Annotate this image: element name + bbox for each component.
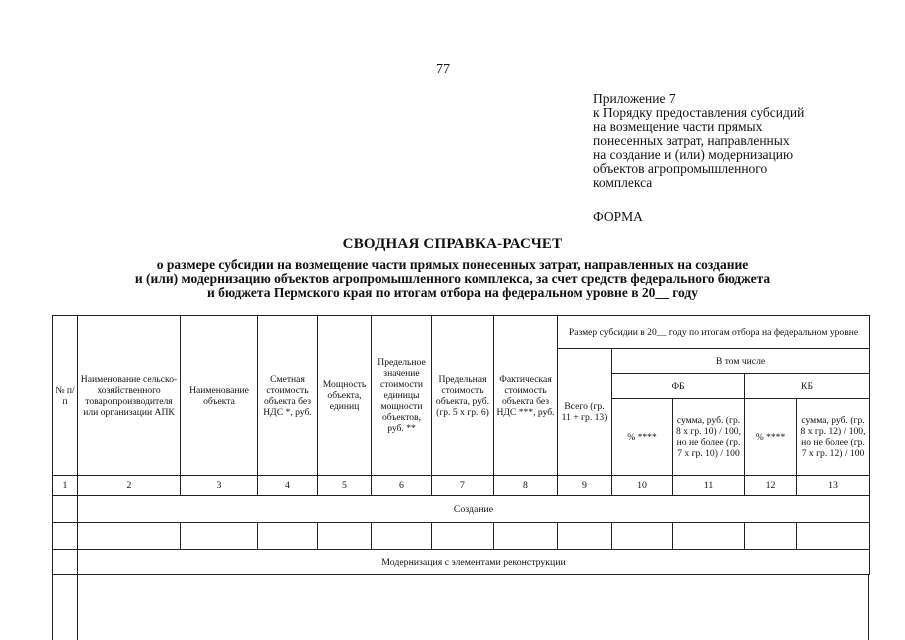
column-number-cell: 9 [558,476,612,496]
table-cell [745,523,797,550]
header-fb-amount: сумма, руб. (гр. 8 x гр. 10) / 100, но не более (гр. 7 x гр. 10) / 100 [673,399,745,476]
header-capacity: Мощность объекта, единиц [318,316,372,476]
header-number: № п/п [53,316,78,476]
column-number-cell: 2 [78,476,181,496]
header-actual-cost: Фактическая стоимость объекта без НДС ***, руб. [494,316,558,476]
section-empty-cell [53,496,78,523]
page-number: 77 [436,62,450,77]
table-cell [673,523,745,550]
header-object-cost-limit: Предельная стоимость объекта, руб. (гр. 5 x гр. 6) [432,316,494,476]
table-continuation-line [77,574,78,640]
table-cell [318,523,372,550]
column-number-cell: 11 [673,476,745,496]
column-number-cell: 13 [797,476,870,496]
calculation-table [52,315,870,575]
table-cell [612,523,673,550]
subtitle-line: и бюджета Пермского края по итогам отбора на федеральном уровне в 20__ году [207,285,698,300]
table-continuation-line [52,574,53,640]
table-cell [494,523,558,550]
section-empty-cell [53,550,78,575]
column-number-cell: 6 [372,476,432,496]
column-number-cell: 12 [745,476,797,496]
header-including: В том числе [612,349,870,374]
header-producer-name: Наименование сельско-хозяйственного товаропроизводителя или организации АПК [78,316,181,476]
section-creation: Создание [78,496,870,523]
appendix-line: к Порядку предоставления субсидий [593,105,805,120]
header-object-name: Наименование объекта [181,316,258,476]
section-modernization: Модернизация с элементами реконструкции [78,550,870,575]
table-cell [78,523,181,550]
appendix-line: комплекса [593,175,653,190]
column-number-cell: 8 [494,476,558,496]
header-fb-percent: % **** [612,399,673,476]
table-continuation-line [868,574,869,640]
header-kb-percent: % **** [745,399,797,476]
appendix-line: на возмещение части прямых [593,119,763,134]
document-title: СВОДНАЯ СПРАВКА-РАСЧЕТ [342,236,563,252]
appendix-line: понесенных затрат, направленных [593,133,790,148]
header-kb-amount: сумма, руб. (гр. 8 x гр. 12) / 100, но не более (гр. 7 x гр. 12) / 100 [797,399,870,476]
subtitle-line: и (или) модернизацию объектов агропромышленного комплекса, за счет средств федерального бюджета [134,271,771,286]
header-total: Всего (гр. 11 + гр. 13) [558,349,612,476]
table-cell [558,523,612,550]
table-cell [258,523,318,550]
column-number-cell: 1 [53,476,78,496]
column-number-cell: 10 [612,476,673,496]
appendix-line: на создание и (или) модернизацию [593,147,794,162]
table-cell [53,523,78,550]
table-cell [432,523,494,550]
header-estimated-cost: Сметная стоимость объекта без НДС *, руб. [258,316,318,476]
appendix-block [593,92,853,190]
subtitle-line: о размере субсидии на возмещение части прямых понесенных затрат, направленных на создание [156,257,749,272]
column-number-cell: 5 [318,476,372,496]
table-cell [797,523,870,550]
table-cell [372,523,432,550]
table-cell [181,523,258,550]
document-subtitle [40,258,865,300]
column-number-cell: 7 [432,476,494,496]
header-fb: ФБ [612,374,745,399]
header-subsidy-group: Размер субсидии в 20__ году по итогам отбора на федеральном уровне [558,316,870,349]
column-number-cell: 4 [258,476,318,496]
header-kb: КБ [745,374,870,399]
header-unit-cost-limit: Предельное значение стоимости единицы мощности объектов, руб. ** [372,316,432,476]
appendix-line: объектов агропромышленного [593,161,768,176]
form-label: ФОРМА [593,209,643,224]
column-number-cell: 3 [181,476,258,496]
appendix-line: Приложение 7 [593,91,676,106]
